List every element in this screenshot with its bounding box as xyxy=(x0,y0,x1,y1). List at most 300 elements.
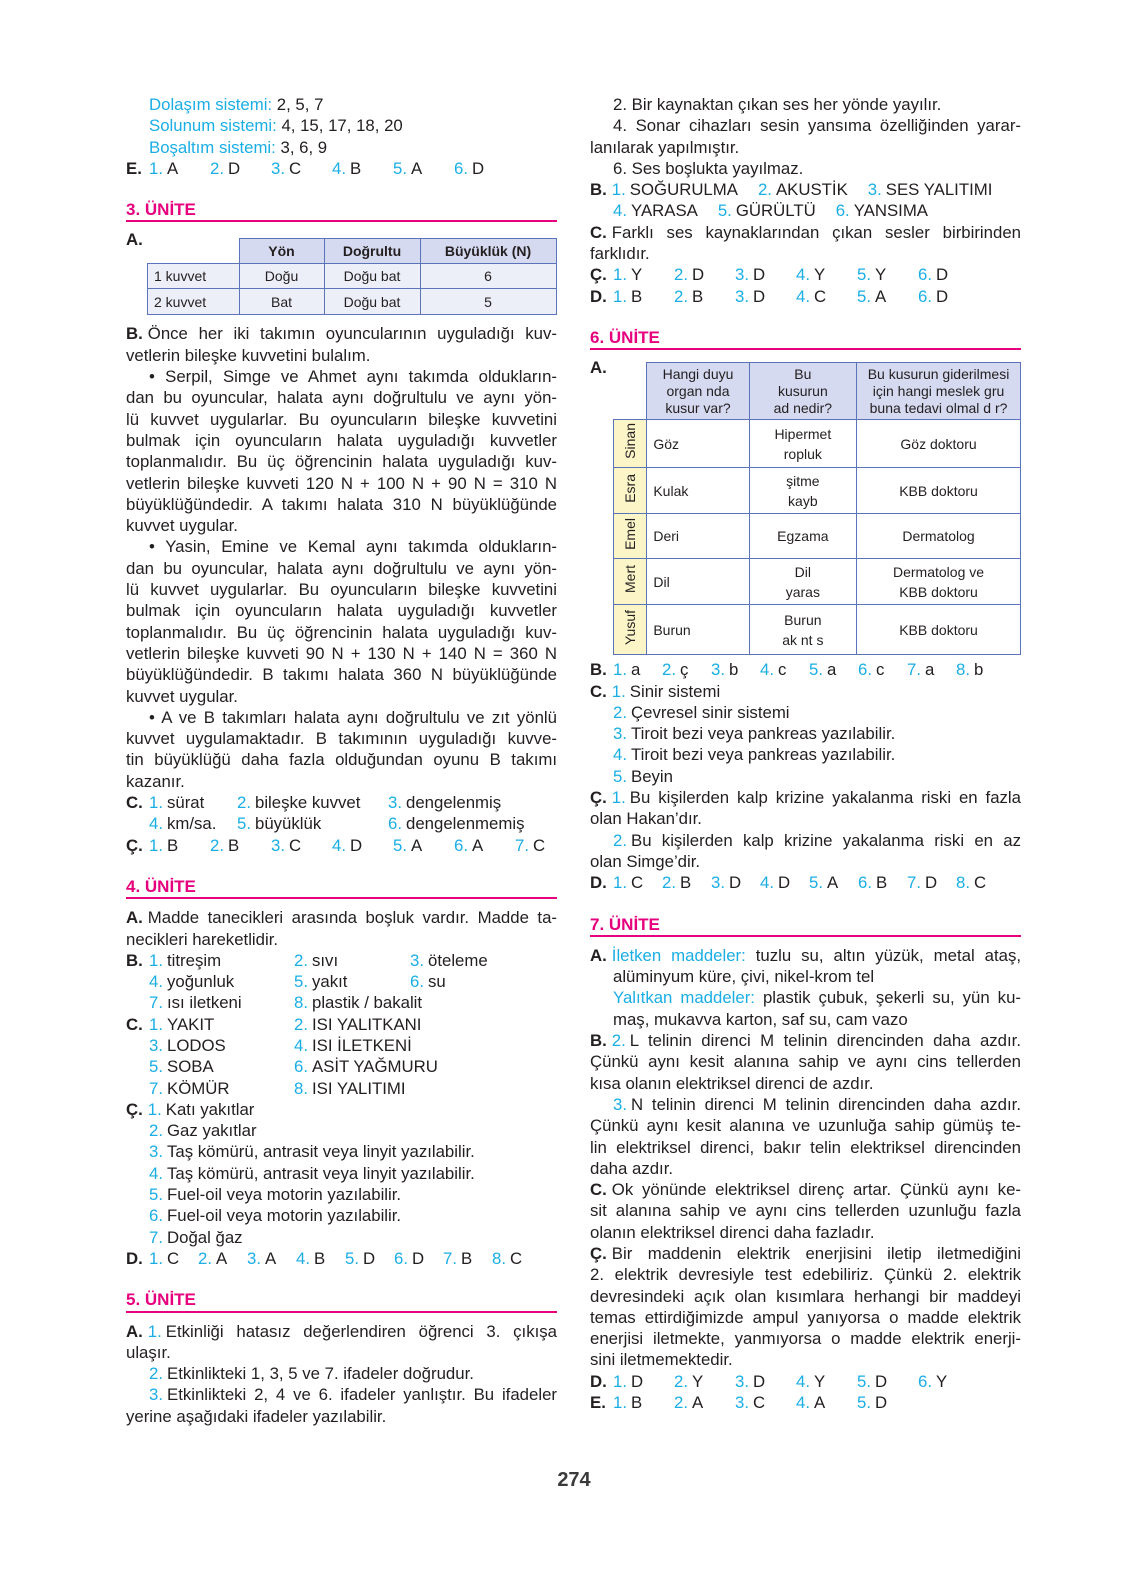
student-name-cell xyxy=(614,420,647,468)
text-line xyxy=(590,1158,1021,1179)
table-cell: Doğu bat xyxy=(324,264,420,289)
text: L telinin direnci M telinin direncinden daha azdır. xyxy=(629,1031,1021,1051)
answer-value: C xyxy=(533,835,546,855)
answer-value: ISI YALITKANI xyxy=(312,1014,422,1034)
answer-value: b xyxy=(974,660,984,680)
answer-value: A xyxy=(875,286,887,306)
answer-item xyxy=(149,1248,198,1269)
answer-value: D xyxy=(692,265,705,285)
answer-row xyxy=(590,286,1021,307)
answer-value: A xyxy=(167,158,179,178)
text: Doğal ğaz xyxy=(167,1227,243,1247)
text: Katı yakıtlar xyxy=(165,1099,255,1119)
unit-heading: 3. ÜNİTE xyxy=(126,199,557,222)
answer-grid-row xyxy=(126,971,557,992)
section-label: D. xyxy=(590,873,607,893)
answer-value: D xyxy=(753,286,766,306)
answer-value: A xyxy=(472,835,484,855)
item-number: 2. xyxy=(611,1031,626,1051)
answer-value: A xyxy=(827,873,839,893)
table-row xyxy=(614,468,1021,514)
answer-value: ASİT YAĞMURU xyxy=(312,1057,438,1077)
answer-value: A xyxy=(265,1248,277,1268)
text-line xyxy=(590,1222,1021,1243)
text-line xyxy=(126,907,557,928)
text-line xyxy=(590,787,1021,808)
text-line xyxy=(126,1321,557,1342)
answer-value: D xyxy=(412,1248,425,1268)
answer-item xyxy=(149,1014,294,1035)
text-line xyxy=(126,728,557,749)
text: 4, 15, 17, 18, 20 xyxy=(281,116,403,136)
answer-item xyxy=(956,872,1005,893)
item-number: 4. xyxy=(796,265,810,285)
keyword: Solunum sistemi: xyxy=(149,116,282,136)
section-label: Ç. xyxy=(590,1243,607,1263)
text-line xyxy=(126,1384,557,1405)
item-number: 5. xyxy=(857,286,871,306)
answer-value: Y xyxy=(692,1371,704,1391)
item-number: 4. xyxy=(760,873,774,893)
student-name: Yusuf xyxy=(622,609,639,645)
text-line xyxy=(126,643,557,664)
item-number: 4. xyxy=(332,158,346,178)
item-number: 2. xyxy=(149,1364,163,1384)
answer-value: D xyxy=(472,158,485,178)
answer-row xyxy=(590,1371,1021,1392)
item-number: 5. xyxy=(809,873,823,893)
item-number: 1. xyxy=(613,1371,627,1391)
item-number: 6. xyxy=(918,265,932,285)
item-number: 6. xyxy=(410,972,424,992)
item-number: 3. xyxy=(735,286,749,306)
answer-item xyxy=(711,872,760,893)
answer-item xyxy=(868,180,993,199)
item-number: 5. xyxy=(149,1057,163,1077)
table-cell: Dil xyxy=(647,559,749,605)
item-number: 3. xyxy=(410,950,424,970)
item-number: 4. xyxy=(796,1393,810,1413)
text: Gaz yakıtlar xyxy=(167,1121,257,1141)
section-label: A. xyxy=(590,945,607,965)
student-name-cell xyxy=(614,514,647,559)
text: Madde tanecikleri arasında boşluk vardır. Madde ta- xyxy=(147,908,557,928)
text: plastik çubuk, şekerli su, yün ku- xyxy=(762,988,1021,1008)
item-number: 5. xyxy=(857,1393,871,1413)
item-number: 2. xyxy=(613,830,627,850)
table-corner xyxy=(148,239,240,264)
text-line xyxy=(590,1328,1021,1349)
text: Beyin xyxy=(631,766,673,786)
answer-row xyxy=(590,872,1021,893)
answer-value: a xyxy=(827,660,837,680)
answer-value: C xyxy=(974,873,987,893)
student-name: Esra xyxy=(622,473,639,503)
item-number: 1. xyxy=(613,1393,627,1413)
text: kısa olanın elektriksel direnci de azdır. xyxy=(590,1073,874,1093)
item-number: 6. xyxy=(454,835,468,855)
item-number: 7. xyxy=(907,873,921,893)
item-number: 4. xyxy=(613,745,627,765)
answer-value: D xyxy=(631,1371,644,1391)
answer-item xyxy=(711,659,760,680)
text-line xyxy=(126,1120,557,1141)
item-number: 3. xyxy=(271,835,285,855)
table-cell: Dil yaras xyxy=(749,559,856,605)
section-label: C. xyxy=(126,1014,143,1034)
text-line xyxy=(126,323,557,344)
answer-item xyxy=(210,835,271,856)
item-number: 4. xyxy=(149,1163,163,1183)
answer-item xyxy=(149,1078,294,1099)
answer-row xyxy=(126,158,557,179)
section-label: C. xyxy=(126,793,143,813)
item-number: 6. xyxy=(394,1248,408,1268)
text-line xyxy=(590,1073,1021,1094)
item-number: 1. xyxy=(149,158,163,178)
answer-item xyxy=(612,180,738,199)
item-number: 3. xyxy=(735,1371,749,1391)
answer-value: B xyxy=(461,1248,473,1268)
answer-value: Y xyxy=(814,1371,826,1391)
answer-value: A xyxy=(411,835,423,855)
text: lin elektriksel direnci, bakır telin elektriksel direncinden xyxy=(590,1137,1021,1157)
answer-item xyxy=(294,971,410,992)
text-line xyxy=(590,1243,1021,1264)
item-number: 6. xyxy=(835,201,850,221)
senses-table xyxy=(613,362,1021,655)
answer-item xyxy=(515,835,576,856)
table-cell: Kulak xyxy=(647,468,749,514)
text: Bu kişilerden kalp krizine yakalanma riski en az xyxy=(631,830,1021,850)
text: N telinin direnci M telinin direncinden daha azdır. xyxy=(631,1094,1021,1114)
text: Farklı ses kaynaklarından çıkan sesler birbirinden xyxy=(611,222,1021,242)
text: lanılarak yapılmıştır. xyxy=(590,137,740,157)
text-line xyxy=(126,387,557,408)
answer-item xyxy=(394,1248,443,1269)
text: lü kuvvet uygularlar. Bu oyuncuların bileşke kuvvetini xyxy=(126,580,557,600)
text: Etkinliği hatasız değerlendiren öğrenci 3. çıkışa xyxy=(165,1321,557,1341)
item-number: 4. xyxy=(149,814,163,834)
column-header: Hangi duyu organ nda kusur var? xyxy=(647,363,749,420)
text: Tiroit bezi veya pankreas yazılabilir. xyxy=(631,724,896,744)
right-column xyxy=(590,94,1021,1413)
answer-item xyxy=(149,971,294,992)
table-cell: Dermatolog xyxy=(857,514,1021,559)
answer-item xyxy=(613,201,698,220)
text: Fuel-oil veya motorin yazılabilir. xyxy=(167,1185,402,1205)
answer-value: C xyxy=(753,1393,766,1413)
text: lü kuvvet uygularlar. Bu oyuncuların bileşke kuvvetini xyxy=(126,409,557,429)
section-label: C. xyxy=(590,681,607,701)
section-label: B. xyxy=(590,1031,607,1051)
text-line xyxy=(590,1115,1021,1136)
text: Etkinlikteki 1, 3, 5 ve 7. ifadeler doğrudur. xyxy=(167,1364,474,1384)
section-label: B. xyxy=(590,660,607,680)
item-number: 7. xyxy=(149,993,163,1013)
answer-item xyxy=(674,264,735,285)
text: sit alanına sahip ve aynı cins tellerden uzunluğu fazla xyxy=(590,1201,1021,1221)
item-number: 2. xyxy=(674,1371,688,1391)
item-number: 2. xyxy=(674,286,688,306)
answer-item xyxy=(443,1248,492,1269)
answer-item xyxy=(735,1392,796,1413)
section-label: D. xyxy=(590,1371,607,1391)
student-name: Emel xyxy=(622,517,639,550)
table-cell: Dermatolog ve KBB doktoru xyxy=(857,559,1021,605)
item-number: 5. xyxy=(857,265,871,285)
text-line xyxy=(590,1264,1021,1285)
text-line xyxy=(126,707,557,728)
answer-row xyxy=(590,200,1021,221)
text-line xyxy=(126,1227,557,1248)
answer-value: plastik / bakalit xyxy=(312,993,423,1013)
item-number: 6. xyxy=(388,814,402,834)
answer-value: yakıt xyxy=(312,972,348,992)
answer-item xyxy=(760,659,809,680)
text-line xyxy=(126,94,557,115)
answer-item xyxy=(857,1371,918,1392)
item-number: 8. xyxy=(956,660,970,680)
answer-item xyxy=(857,286,918,307)
answer-item xyxy=(674,1371,735,1392)
answer-item xyxy=(149,835,210,856)
answer-grid-row xyxy=(126,813,557,834)
item-number: 1. xyxy=(147,1321,162,1341)
answer-value: Y xyxy=(875,265,887,285)
answer-item xyxy=(907,659,956,680)
item-number: 3. xyxy=(247,1248,261,1268)
item-number: 1. xyxy=(611,180,626,200)
answer-item xyxy=(613,1392,674,1413)
table-cell: KBB doktoru xyxy=(857,468,1021,514)
item-number: 5. xyxy=(717,201,732,221)
section-label: A. xyxy=(126,1321,143,1341)
answer-value: D xyxy=(925,873,938,893)
text: enerjisi iletmekte, yanmıyorsa o madde elektrik enerji- xyxy=(590,1329,1021,1349)
answer-item xyxy=(294,1056,438,1077)
student-name-cell xyxy=(614,605,647,655)
text: farklıdır. xyxy=(590,244,650,264)
text-line xyxy=(126,1163,557,1184)
answer-item xyxy=(662,659,711,680)
answer-value: ISI İLETKENİ xyxy=(312,1035,412,1055)
item-number: 5. xyxy=(149,1185,163,1205)
student-name: Sinan xyxy=(622,423,639,460)
item-number: 5. xyxy=(345,1248,359,1268)
item-number: 4. xyxy=(296,1248,310,1268)
answer-value: Y xyxy=(936,1371,948,1391)
answer-row xyxy=(590,659,1021,680)
answer-item xyxy=(149,1035,294,1056)
answer-value: B xyxy=(350,158,362,178)
text: tuzlu su, altın yüzük, metal ataş, xyxy=(755,945,1021,965)
text-line xyxy=(126,494,557,515)
text: • A ve B takımları halata aynı doğrultulu ve zıt yönlü xyxy=(149,707,557,727)
answer-value: ç xyxy=(680,660,689,680)
item-number: 4. xyxy=(332,835,346,855)
item-number: 1. xyxy=(149,950,163,970)
row-header: 1 kuvvet xyxy=(148,264,240,289)
answer-item xyxy=(857,1392,918,1413)
item-number: 3. xyxy=(867,180,882,200)
text-line xyxy=(126,115,557,136)
item-number: 6. xyxy=(149,1206,163,1226)
table-row xyxy=(148,264,557,289)
item-number: 2. xyxy=(210,835,224,855)
answer-item xyxy=(796,1392,857,1413)
section-label: B. xyxy=(590,180,607,200)
answer-value: C xyxy=(289,835,302,855)
text: 6. Ses boşlukta yayılmaz. xyxy=(613,158,804,178)
section-label: D. xyxy=(126,1248,143,1268)
answer-item xyxy=(796,264,857,285)
text-line xyxy=(590,243,1021,264)
text-line xyxy=(590,1200,1021,1221)
text: sini iletmemektedir. xyxy=(590,1350,733,1370)
section-label: E. xyxy=(126,158,142,178)
answer-value: B xyxy=(631,1393,643,1413)
answer-value: Y xyxy=(814,265,826,285)
answer-value: D xyxy=(729,873,742,893)
table-cell: Hipermet ropluk xyxy=(749,420,856,468)
text-line xyxy=(126,558,557,579)
table-corner xyxy=(614,363,647,420)
answer-value: AKUSTİK xyxy=(775,180,848,200)
text: kazanır. xyxy=(126,771,185,791)
item-number: 2. xyxy=(149,1121,163,1141)
answer-value: km/sa. xyxy=(167,814,217,834)
text: bulmak için oyuncuların halata uyguladığı kuvvetler xyxy=(126,430,557,450)
answer-value: B xyxy=(167,835,179,855)
section-label: Ç. xyxy=(126,835,143,855)
item-number: 1. xyxy=(613,265,627,285)
text-line xyxy=(126,579,557,600)
answer-item xyxy=(454,158,515,179)
text: Çünkü aynı kesit alanına sahip ve aynı cins tellerden xyxy=(590,1052,1021,1072)
item-number: 2. xyxy=(674,1393,688,1413)
answer-item xyxy=(149,792,237,813)
item-number: 2. xyxy=(294,950,308,970)
item-number: 6. xyxy=(454,158,468,178)
text-line xyxy=(126,1342,557,1363)
answer-value: B xyxy=(692,286,704,306)
answer-value: A xyxy=(216,1248,228,1268)
text-line xyxy=(590,945,1021,966)
text: Önce her iki takımın oyuncularının uyguladığı kuv- xyxy=(147,324,557,344)
text: 2. Bir kaynaktan çıkan ses her yönde yayılır. xyxy=(613,95,942,114)
section-label: A. xyxy=(126,230,143,250)
keyword: İletken maddeler: xyxy=(611,945,756,965)
answer-item xyxy=(410,950,488,971)
text: Çevresel sinir sistemi xyxy=(631,702,790,722)
answer-item xyxy=(210,158,271,179)
answer-value: SOBA xyxy=(167,1057,214,1077)
table-cell: Egzama xyxy=(749,514,856,559)
table-row xyxy=(148,289,557,315)
item-number: 7. xyxy=(907,660,921,680)
text-line xyxy=(590,1137,1021,1158)
text-line xyxy=(590,158,1021,179)
item-number: 3. xyxy=(735,1393,749,1413)
text-line xyxy=(126,1363,557,1384)
answer-item xyxy=(294,992,423,1013)
table-cell: Burun ak nt s xyxy=(749,605,856,655)
answer-item xyxy=(149,813,237,834)
answer-item xyxy=(918,286,979,307)
item-number: 6. xyxy=(294,1057,308,1077)
row-header: 2 kuvvet xyxy=(148,289,240,315)
text: yerine aşağıdaki ifadeler yazılabilir. xyxy=(126,1406,387,1426)
item-number: 5. xyxy=(393,835,407,855)
table-header-row xyxy=(148,239,557,264)
unit-heading: 5. ÜNİTE xyxy=(126,1289,557,1312)
unit-heading: 4. ÜNİTE xyxy=(126,876,557,899)
table-row xyxy=(614,605,1021,655)
answer-item xyxy=(149,158,210,179)
answer-value: ISI YALITIMI xyxy=(312,1078,406,1098)
answer-item xyxy=(613,659,662,680)
text-line xyxy=(590,137,1021,158)
text-line xyxy=(126,515,557,536)
student-name-cell xyxy=(614,468,647,514)
answer-item xyxy=(718,201,816,220)
item-number: 8. xyxy=(294,1078,308,1098)
answer-value: YANSIMA xyxy=(853,201,929,221)
item-number: 2. xyxy=(198,1248,212,1268)
answer-item xyxy=(247,1248,296,1269)
left-column xyxy=(126,94,557,1427)
section-label: Ç. xyxy=(590,788,607,808)
answer-value: SES YALITIMI xyxy=(885,180,993,200)
text: toplanmalıdır. Bu üç öğrencinin halata uyguladığı kuv- xyxy=(126,622,557,642)
text: necikleri hareketlidir. xyxy=(126,929,279,949)
answer-item xyxy=(149,950,294,971)
text: daha azdır. xyxy=(590,1158,674,1178)
item-number: 3. xyxy=(711,873,725,893)
item-number: 2. xyxy=(757,180,772,200)
answer-grid-row xyxy=(126,992,557,1013)
text: Etkinlikteki 2, 4 ve 6. ifadeler yanlıştır. Bu ifadeler xyxy=(167,1385,557,1405)
text-line xyxy=(590,681,1021,702)
text: olanın elektriksel direnci daha fazladır. xyxy=(590,1222,875,1242)
answer-grid-row xyxy=(126,1078,557,1099)
text-line xyxy=(590,808,1021,829)
text: • Yasin, Emine ve Kemal aynı takımda oldukların- xyxy=(149,537,557,557)
text-line xyxy=(126,345,557,366)
item-number: 3. xyxy=(735,265,749,285)
answer-value: Y xyxy=(631,265,643,285)
text-line xyxy=(590,1030,1021,1051)
answer-value: A xyxy=(692,1393,704,1413)
answer-value: C xyxy=(814,286,827,306)
text: olan Hakan’dır. xyxy=(590,809,702,829)
table-cell: Göz xyxy=(647,420,749,468)
text-line xyxy=(590,851,1021,872)
answer-value: C xyxy=(510,1248,523,1268)
text-line xyxy=(126,929,557,950)
answer-item xyxy=(858,659,907,680)
answer-value: KÖMÜR xyxy=(167,1078,230,1098)
item-number: 2. xyxy=(662,660,676,680)
text: Sinir sistemi xyxy=(629,681,721,701)
text: vetlerin bileşke kuvveti 120 N + 100 N + 90 N = 310 N xyxy=(126,473,557,493)
answer-item xyxy=(809,659,858,680)
text-line xyxy=(126,664,557,685)
keyword: Dolaşım sistemi: xyxy=(149,95,277,114)
page-number: 274 xyxy=(557,1469,591,1491)
text-line xyxy=(126,686,557,707)
